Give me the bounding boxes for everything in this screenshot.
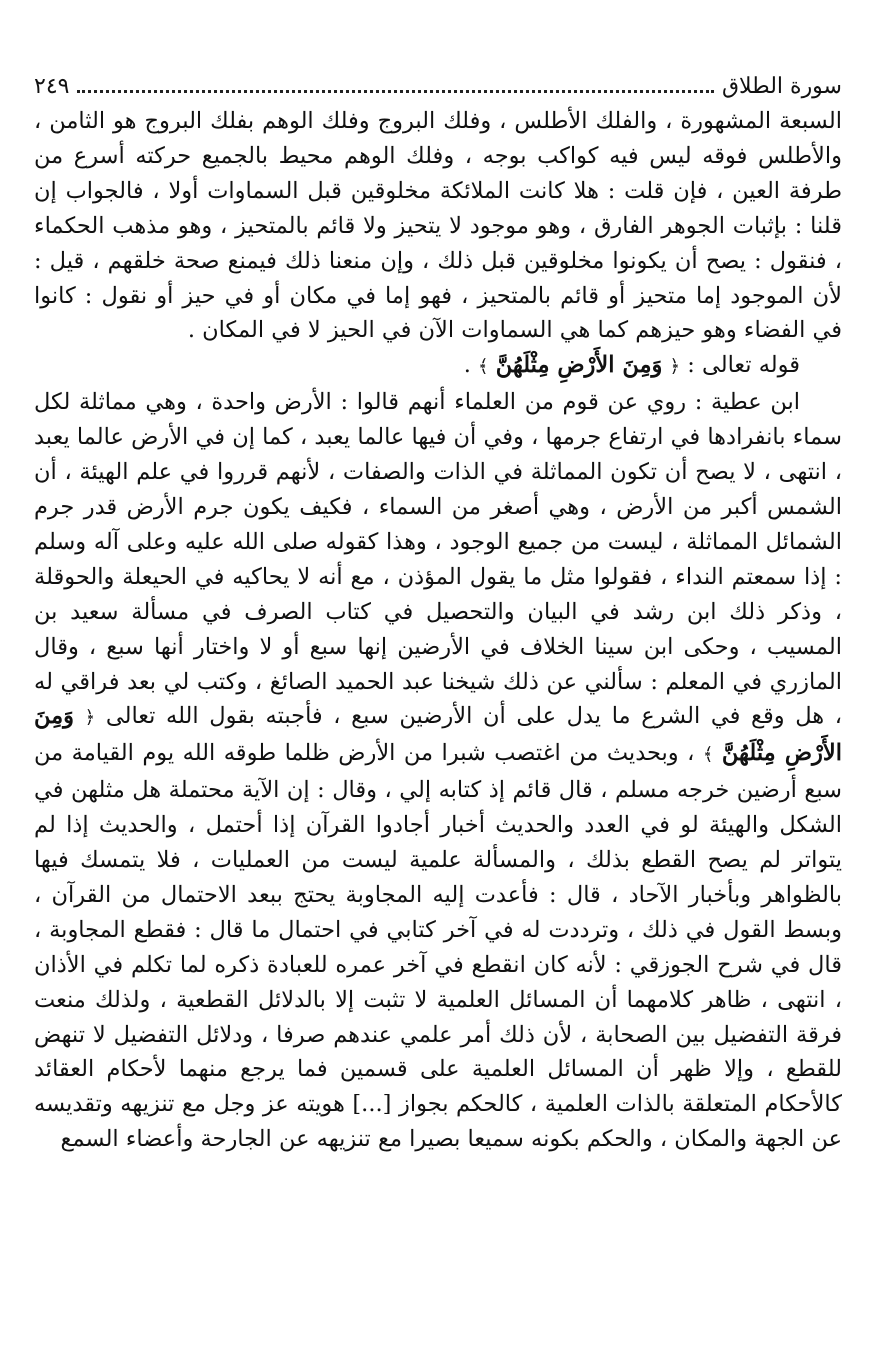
verse-open-bracket: ﴿ <box>669 356 681 378</box>
inline-verse-open-bracket: ﴿ <box>84 707 96 729</box>
inline-quran-verse: وَمِنَ الأَرْضِ مِثْلَهُنَّ <box>34 703 842 767</box>
page <box>34 62 842 1157</box>
commentary-paragraph <box>34 385 842 1157</box>
header-dotted-leader <box>77 89 714 93</box>
commentary-part-2: ، وبحديث من اغتصب شبرا من الأرض ظلما طوقه الله يوم القيامة من سبع أرضين خرجه مسلم ، قال قائم إذ كتابه إلي ، وقال : إن الآية محتملة هل مثلهن في الشكل والهيئة لو في العدد والحديث أخبار أجادوا القرآن إذا أحتمل ، والحديث إذا لم يتواتر لم يصح القطع بذلك ، والمسألة علمية ليست من العمليات ، فلا يتمسك فيها بالظواهر وبأخبار الآحاد ، قال : فأعدت إليه المجاوبة يحتج ببعد الاحتمال من القرآن ، وبسط القول في ذلك ، وترددت له في آخر كتابي في احتمال ما قال : فقطع المجاوبة ، قال في شرح الجوزقي : لأنه كان انقطع في آخر عمره للعبادة ذكره لما تكلم في الأذان ، انتهى ، ظاهر كلامهما أن المسائل العلمية لا تثبت إلا بالدلائل القطعية ، ولذلك منعت فرقة التفضيل بين الصحابة ، لأن ذلك أمر علمي عندهم صرفا ، ودلائل التفضيل لا تنهض للقطع ، وإلا ظهر أن المسائل العلمية على قسمين فما يرجع منهما لأحكام العقائد كالأحكام المتعلقة بالذات العلمية ، كالحكم بجواز [...] هويته عز وجل مع تنزيهه وتقديسه عن الجهة والمكان ، والحكم بكونه سميعا بصيرا مع تنزيهه عن الجارحة وأعضاء السمع <box>34 740 842 1153</box>
running-header <box>34 62 842 102</box>
verse-heading <box>34 348 842 385</box>
page-number: ٢٤٩ <box>34 74 70 99</box>
verse-close-bracket: ﴾ <box>478 356 489 378</box>
verse-heading-suffix: . <box>463 352 479 379</box>
commentary-part-1: ابن عطية : روي عن قوم من العلماء أنهم قالوا : الأرض واحدة ، وهي مماثلة لكل سماء بانفرادها في ارتفاع جرمها ، وفي أن فيها عالما يعبد ، كما إن في الأرض عالما يعبد ، انتهى ، لا يصح أن تكون المماثلة في الذات والصفات ، لأنهم قرروا في علم الهيئة ، أن الشمس أكبر من الأرض ، وهي أصغر من السماء ، فكيف يكون جرم الأرض قدر جرم الشمائل المماثلة ، ليست من جميع الوجود ، وهذا كقوله صلى الله عليه وعلى آله وسلم : إذا سمعتم النداء ، فقولوا مثل ما يقول المؤذن ، مع أنه لا يحاكيه في الحيعلة والحوقلة ، وذكر ذلك ابن رشد في البيان والتحصيل في كتاب الصرف في مسألة سعيد بن المسيب ، وحكى ابن سينا الخلاف في الأرضين إنها سبع أو لا واختار أنها سبع ، وقال المازري في المعلم : سألني عن ذلك شيخنا عبد الحميد الصائغ ، وكتب لي بعد فراقي له ، هل وقع في الشرع ما يدل على أن الأرضين سبع ، فأجبته بقول الله تعالى <box>34 389 842 730</box>
inline-verse-close-bracket: ﴾ <box>702 744 714 766</box>
surah-title: سورة الطلاق <box>721 74 842 99</box>
body-text <box>34 102 842 1157</box>
verse-heading-prefix: قوله تعالى : <box>680 352 800 379</box>
paragraph-continuation: السبعة المشهورة ، والفلك الأطلس ، وفلك البروج وفلك الوهم بفلك البروج هو الثامن ، والأطلس فوقه ليس فيه كواكب بوجه ، وفلك الوهم محيط بالجميع حركته أسرع من طرفة العين ، فإن قلت : هلا كانت الملائكة مخلوقين قبل السماوات أولا ، فالجواب إن قلنا : بإثبات الجوهر الفارق ، وهو موجود لا يتحيز ولا قائم بالمتحيز ، وهو مذهب الحكماء ، فنقول : يصح أن يكونوا مخلوقين قبل ذلك ، وإن منعنا ذلك فيمنع صحة خلقهم ، قيل : لأن الموجود إما متحيز أو قائم بالمتحيز ، فهو إما في مكان أو في حيز أو نقول : كانوا في الفضاء وهو حيزهم كما هي السماوات الآن في الحيز لا في المكان . <box>34 108 842 344</box>
quran-verse: وَمِنَ الأَرْضِ مِثْلَهُنَّ <box>495 352 663 379</box>
